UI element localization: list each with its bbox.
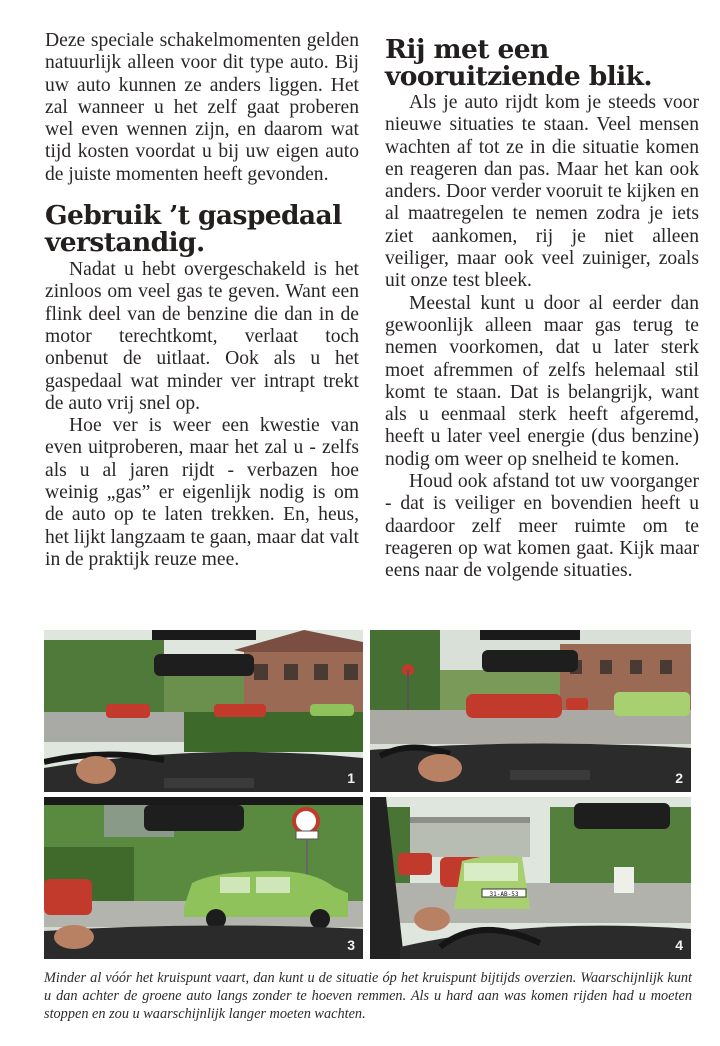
photo-1-scene <box>44 630 363 792</box>
intro-paragraph: Deze speciale schakelmomenten gelden natuurlijk alleen voor dit type auto. Bij uw auto kunnen ze anders liggen. Het zal wanneer u het zelf gaat proberen wel even wennen zijn, en daarom wat tijd kosten voordat u bij uw eigen auto de juiste momenten heeft gevonden. <box>45 30 359 185</box>
photo-2-scene <box>370 630 691 792</box>
photo-intersection-4 <box>370 797 691 959</box>
photo-number: 1 <box>347 770 355 786</box>
paragraph-vooruitziend-1: Als je auto rijdt kom je steeds voor nieuwe situaties te staan. Veel mensen wachten af tot ze in die situatie komen en reageren dan pas. Maar het kan ook anders. Door verder vooruit te kijken en al maatregelen te nemen zodra je iets ziet aankomen, rij je niet alleen veiliger, maar ook veel zuiniger, zoals uit onze test bleek. <box>385 92 699 292</box>
paragraph-gaspedaal-2: Hoe ver is weer een kwestie van even uitproberen, maar het zal u - zelfs als u al jaren rijdt - verbazen hoe weinig „gas” er eigenlijk nodig is om de auto op te laten trekken. En, heus, het lijkt langzaam te gaan, maar dat valt in de praktijk reuze mee. <box>45 415 359 570</box>
photo-number: 2 <box>675 770 683 786</box>
heading-gaspedaal: Gebruik ’t gaspedaal verstandig. <box>45 200 342 259</box>
paragraph-gaspedaal-1: Nadat u hebt overgeschakeld is het zinloos om veel gas te geven. Want een flink deel van de benzine die dan in de motor terechtkomt, verlaat toch onbenut de uitlaat. Ook als u het gaspedaal wat minder ver intrapt trekt de auto vrij snel op. <box>45 259 359 414</box>
photo-number: 4 <box>675 937 683 953</box>
paragraph-vooruitziend-3: Houd ook afstand tot uw voorganger - dat is veiliger en bovendien heeft u daardoor zelf meer ruimte om te reageren op wat komen gaat. Kijk maar eens naar de volgende situaties. <box>385 471 699 582</box>
photo-intersection-2 <box>370 630 691 792</box>
paragraph-vooruitziend-2: Meestal kunt u door al eerder dan gewoonlijk alleen maar gas terug te nemen voorkomen, dat u later sterk moet afremmen of zelfs helemaal stil komt te staan. Dat is belangrijk, want als u eenmaal sterk heeft afgeremd, heeft u later veel energie (dus benzine) nodig om weer op snelheid te komen. <box>385 292 699 470</box>
license-plate: 31-AB-53 <box>489 891 519 898</box>
right-column <box>385 30 699 583</box>
photo-intersection-3 <box>44 797 363 959</box>
photo-caption: Minder al vóór het kruispunt vaart, dan kunt u de situatie óp het kruispunt bijtijds overzien. Waarschijnlijk kunt u dan achter de groene auto langs zonder te hoeven remmen. Als u hard aan was komen rijden had u moeten stoppen en zou u waarschijnlijk langer moeten wachten. <box>44 970 692 1023</box>
photo-intersection-1 <box>44 630 363 792</box>
left-column <box>45 30 359 571</box>
photo-4-scene <box>370 797 691 959</box>
heading-vooruitziend: Rij met een vooruitziende blik. <box>385 34 652 92</box>
photo-number: 3 <box>347 937 355 953</box>
photo-3-scene <box>44 797 363 959</box>
